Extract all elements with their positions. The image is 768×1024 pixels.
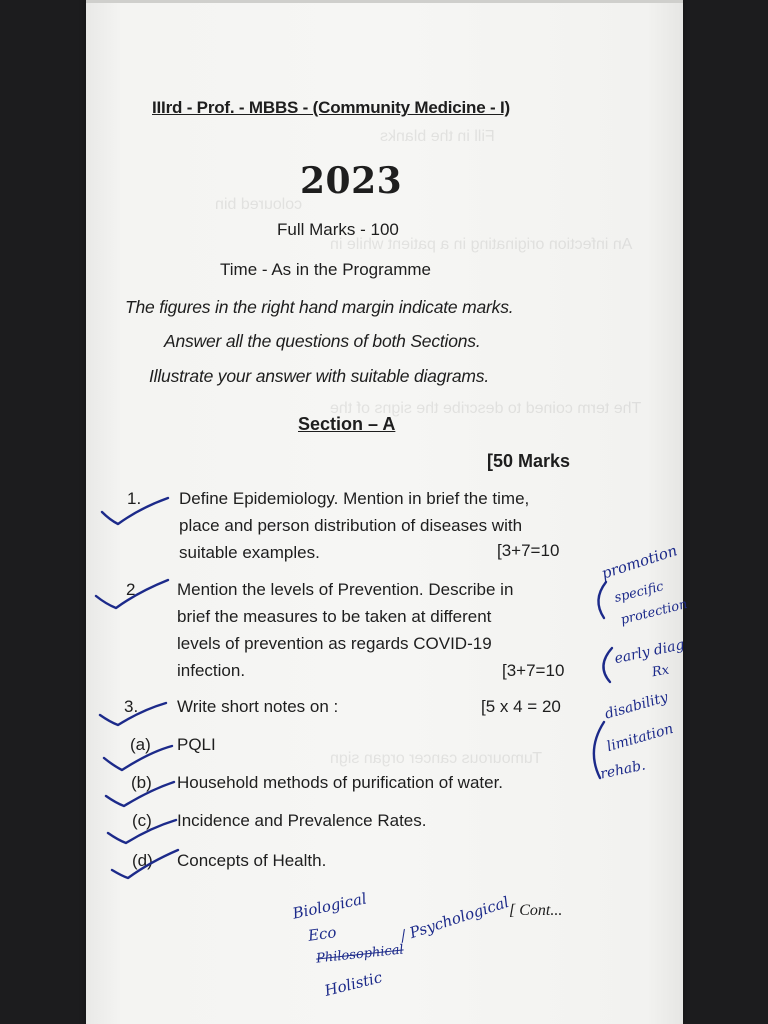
handwritten-note: rehab.	[598, 757, 647, 783]
bleed-through-text: Fill in the blanks	[380, 128, 495, 145]
instruction-line: Answer all the questions of both Sections.	[164, 331, 481, 351]
continued-note: [ Cont...	[509, 902, 563, 919]
section-title: Section – A	[298, 414, 396, 434]
question-line: Write short notes on :	[177, 697, 339, 716]
bracket-mark	[598, 582, 606, 618]
handwritten-note: disability	[603, 689, 670, 723]
sub-question-label: (a)	[130, 735, 151, 754]
question-line: brief the measures to be taken at different	[177, 607, 492, 626]
instruction-line: Illustrate your answer with suitable diagrams.	[149, 366, 489, 386]
exam-time: Time - As in the Programme	[220, 260, 431, 279]
exam-year: 2023	[300, 160, 403, 202]
tick-mark	[112, 850, 178, 878]
handwritten-note: protection	[619, 596, 689, 629]
question-line: Mention the levels of Prevention. Describe in	[177, 580, 514, 599]
tick-mark	[102, 498, 168, 524]
question-line: infection.	[177, 661, 246, 680]
sub-question-text: Incidence and Prevalence Rates.	[177, 811, 427, 830]
handwritten-note: Philosophical	[315, 942, 405, 967]
sub-question-text: Household methods of purification of water.	[177, 773, 504, 792]
sub-question-label: (c)	[132, 811, 152, 830]
bleed-through-text: An infection originating in a patient while in	[330, 236, 633, 253]
question-number: 3.	[124, 697, 139, 716]
sub-question-label: (d)	[132, 851, 153, 870]
sub-question-text: Concepts of Health.	[177, 851, 327, 870]
handwritten-note: promotion	[599, 541, 680, 583]
question-marks: [3+7=10	[502, 661, 565, 680]
handwritten-note: / Psychological	[397, 892, 512, 946]
bleed-through-text: coloured bin	[215, 196, 303, 213]
tick-mark	[96, 580, 168, 608]
question-number: 1.	[127, 489, 142, 508]
handwritten-note: specific	[612, 579, 666, 606]
tick-mark	[100, 703, 166, 725]
bleed-through-text: Tumourous cancer organ sign	[330, 750, 542, 767]
question-line: Define Epidemiology. Mention in brief the time,	[179, 489, 530, 508]
tick-mark	[104, 746, 172, 770]
instruction-line: The figures in the right hand margin indicate marks.	[125, 297, 514, 317]
handwritten-note: Eco	[306, 923, 338, 945]
question-line: levels of prevention as regards COVID-19	[177, 634, 492, 653]
question-marks: [5 x 4 = 20	[481, 697, 561, 716]
section-marks: [50 Marks	[487, 451, 571, 471]
question-marks: [3+7=10	[497, 541, 560, 560]
sub-question-text: PQLI	[177, 735, 216, 754]
handwritten-note: Holistic	[322, 968, 384, 1000]
question-line: suitable examples.	[179, 543, 320, 562]
handwritten-note: Biological	[290, 889, 369, 923]
bleed-through-text: The term coined to describe the signs of the	[330, 400, 642, 417]
course-title: IIIrd - Prof. - MBBS - (Community Medicine - I)	[152, 98, 510, 117]
sub-question-label: (b)	[131, 773, 152, 792]
question-number: 2.	[126, 580, 141, 599]
handwritten-note: limitation	[605, 720, 676, 756]
bracket-mark	[603, 648, 612, 682]
tick-mark	[106, 782, 174, 806]
handwritten-note: Rx	[650, 662, 671, 681]
handwritten-note: early diag	[613, 636, 686, 668]
full-marks: Full Marks - 100	[277, 220, 399, 239]
tick-mark	[108, 820, 176, 843]
question-line: place and person distribution of diseases with	[179, 516, 523, 535]
